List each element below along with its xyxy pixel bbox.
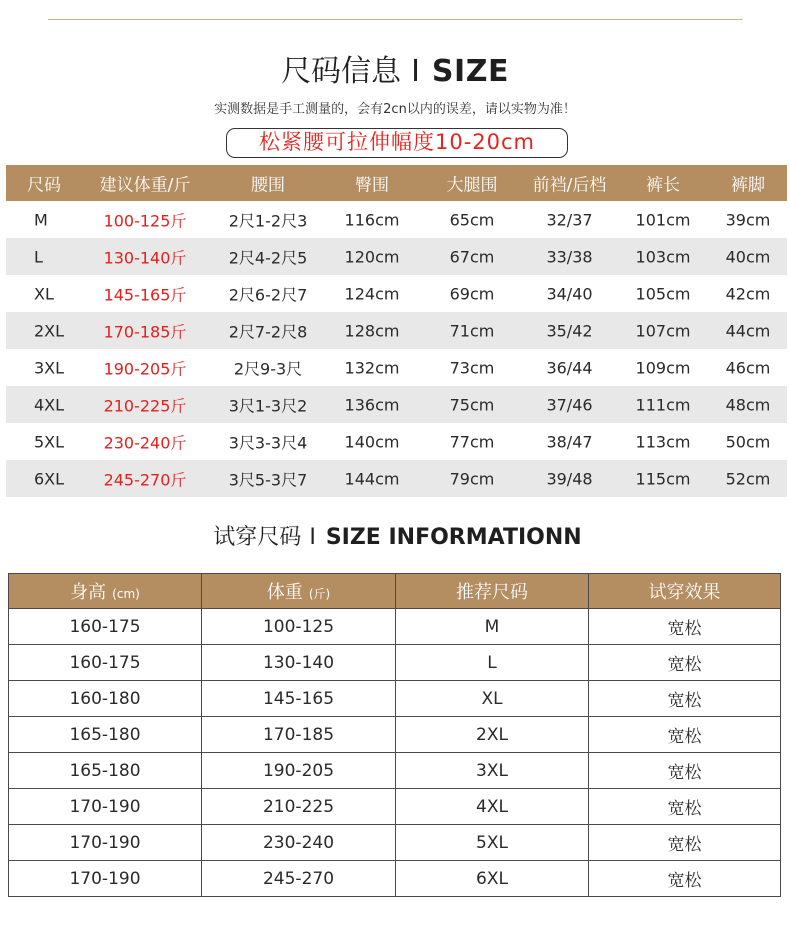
cell-hip: 120cm	[344, 247, 400, 266]
cell-hem: 52cm	[725, 469, 771, 488]
cell-height: 170-190	[9, 825, 202, 861]
cell-hip: 124cm	[344, 284, 400, 303]
table-row	[6, 312, 787, 349]
fit-table	[8, 573, 781, 897]
cell-size: 4XL	[34, 395, 65, 414]
cell-recommended-size: 3XL	[396, 753, 589, 789]
cell-body-weight: 100-125	[202, 609, 396, 645]
cell-fit-effect: 宽松	[589, 681, 781, 717]
cell-length: 107cm	[635, 321, 691, 340]
cell-thigh: 65cm	[449, 210, 495, 229]
fit-table-header	[9, 574, 781, 609]
header-cell-length: 裤长	[646, 175, 680, 196]
header-cell-body-weight: 体重 (斤)	[202, 574, 396, 609]
cell-hip: 136cm	[344, 395, 400, 414]
cell-length: 115cm	[635, 469, 691, 488]
cell-body-weight: 230-240	[202, 825, 396, 861]
fit-title-cn: 试穿尺码	[213, 525, 302, 550]
cell-rise: 34/40	[546, 284, 593, 303]
size-table-header	[6, 165, 787, 201]
fit-title-separator: I	[309, 525, 316, 550]
table-row	[9, 645, 781, 681]
cell-hem: 50cm	[725, 432, 771, 451]
header-cell-recommended-size: 推荐尺码	[396, 574, 589, 609]
cell-hip: 116cm	[344, 210, 400, 229]
table-row	[9, 789, 781, 825]
cell-height: 165-180	[9, 753, 202, 789]
cell-size: M	[34, 210, 48, 229]
cell-weight: 210-225斤	[103, 396, 187, 415]
cell-thigh: 69cm	[449, 284, 495, 303]
header-cell-hem: 裤脚	[731, 175, 765, 196]
table-row	[6, 423, 787, 460]
cell-hip: 132cm	[344, 358, 400, 377]
cell-length: 111cm	[635, 395, 691, 414]
cell-waist: 3尺5-3尺7	[228, 470, 308, 489]
cell-hem: 42cm	[725, 284, 771, 303]
cell-hem: 44cm	[725, 321, 771, 340]
cell-thigh: 77cm	[449, 432, 495, 451]
cell-size: 2XL	[34, 321, 65, 340]
cell-recommended-size: M	[396, 609, 589, 645]
cell-fit-effect: 宽松	[589, 789, 781, 825]
cell-size: 5XL	[34, 432, 65, 451]
size-table	[6, 165, 787, 497]
header-cell-hip: 臀围	[355, 175, 389, 196]
cell-body-weight: 190-205	[202, 753, 396, 789]
cell-rise: 33/38	[546, 247, 593, 266]
cell-thigh: 71cm	[449, 321, 495, 340]
cell-body-weight: 210-225	[202, 789, 396, 825]
header-cell-thigh: 大腿围	[446, 175, 498, 196]
cell-rise: 38/47	[546, 432, 593, 451]
top-divider	[48, 19, 743, 20]
table-row	[9, 609, 781, 645]
cell-weight: 145-165斤	[103, 285, 187, 304]
cell-body-weight: 145-165	[202, 681, 396, 717]
cell-weight: 190-205斤	[103, 359, 187, 378]
cell-length: 103cm	[635, 247, 691, 266]
cell-height: 160-175	[9, 609, 202, 645]
cell-size: XL	[34, 284, 54, 303]
size-title-cn: 尺码信息	[281, 54, 402, 89]
table-row	[9, 753, 781, 789]
cell-weight: 245-270斤	[103, 470, 187, 489]
cell-length: 105cm	[635, 284, 691, 303]
cell-rise: 36/44	[546, 358, 593, 377]
table-row	[6, 275, 787, 312]
cell-hip: 144cm	[344, 469, 400, 488]
cell-body-weight: 130-140	[202, 645, 396, 681]
cell-hem: 48cm	[725, 395, 771, 414]
cell-length: 109cm	[635, 358, 691, 377]
header-cell-height: 身高 (cm)	[9, 574, 202, 609]
cell-fit-effect: 宽松	[589, 717, 781, 753]
cell-height: 160-175	[9, 645, 202, 681]
cell-waist: 2尺4-2尺5	[228, 248, 308, 267]
cell-recommended-size: XL	[396, 681, 589, 717]
cell-recommended-size: 2XL	[396, 717, 589, 753]
table-row	[9, 681, 781, 717]
cell-hip: 140cm	[344, 432, 400, 451]
cell-weight: 130-140斤	[103, 248, 187, 267]
cell-thigh: 79cm	[449, 469, 495, 488]
cell-length: 101cm	[635, 210, 691, 229]
size-title-en: SIZE	[431, 54, 509, 89]
cell-weight: 100-125斤	[103, 211, 187, 230]
cell-rise: 32/37	[546, 210, 593, 229]
cell-rise: 39/48	[546, 469, 593, 488]
table-row	[9, 717, 781, 753]
cell-waist: 2尺9-3尺	[233, 359, 303, 378]
size-title-separator: I	[411, 54, 420, 89]
table-row	[6, 201, 787, 238]
cell-rise: 35/42	[546, 321, 593, 340]
cell-thigh: 67cm	[449, 247, 495, 266]
header-cell-size: 尺码	[27, 175, 61, 196]
cell-fit-effect: 宽松	[589, 825, 781, 861]
cell-recommended-size: 5XL	[396, 825, 589, 861]
cell-size: 3XL	[34, 358, 65, 377]
measurement-note: 实测数据是手工测量的，会有2cn以内的误差，请以实物为准！	[214, 102, 576, 117]
header-cell-fit-effect: 试穿效果	[589, 574, 781, 609]
cell-weight: 170-185斤	[103, 322, 187, 341]
cell-thigh: 75cm	[449, 395, 495, 414]
table-row	[6, 349, 787, 386]
fit-title-en: SIZE INFORMATIONN	[325, 525, 582, 550]
table-row	[9, 825, 781, 861]
cell-waist: 2尺7-2尺8	[228, 322, 308, 341]
cell-fit-effect: 宽松	[589, 753, 781, 789]
fit-table-body	[9, 609, 781, 897]
cell-fit-effect: 宽松	[589, 645, 781, 681]
stretch-badge: 松紧腰可拉伸幅度10-20cm	[226, 128, 568, 158]
cell-height: 170-190	[9, 789, 202, 825]
cell-hem: 39cm	[725, 210, 771, 229]
header-cell-weight: 建议体重/斤	[99, 175, 191, 196]
cell-fit-effect: 宽松	[589, 861, 781, 897]
cell-size: 6XL	[34, 469, 65, 488]
cell-waist: 2尺1-2尺3	[228, 211, 308, 230]
cell-height: 165-180	[9, 717, 202, 753]
cell-body-weight: 170-185	[202, 717, 396, 753]
cell-waist: 2尺6-2尺7	[228, 285, 308, 304]
cell-height: 160-180	[9, 681, 202, 717]
cell-hip: 128cm	[344, 321, 400, 340]
cell-body-weight: 245-270	[202, 861, 396, 897]
header-cell-waist: 腰围	[251, 175, 285, 196]
cell-waist: 3尺1-3尺2	[228, 396, 308, 415]
table-row	[6, 238, 787, 275]
size-table-body	[6, 201, 787, 497]
table-row	[6, 460, 787, 497]
cell-thigh: 73cm	[449, 358, 495, 377]
cell-hem: 40cm	[725, 247, 771, 266]
cell-fit-effect: 宽松	[589, 609, 781, 645]
fit-section-title	[0, 522, 790, 554]
table-row	[6, 386, 787, 423]
table-row	[9, 861, 781, 897]
cell-recommended-size: 6XL	[396, 861, 589, 897]
cell-size: L	[34, 247, 43, 266]
cell-recommended-size: 4XL	[396, 789, 589, 825]
cell-hem: 46cm	[725, 358, 771, 377]
cell-height: 170-190	[9, 861, 202, 897]
cell-rise: 37/46	[546, 395, 593, 414]
size-section-title	[0, 52, 790, 92]
cell-waist: 3尺3-3尺4	[228, 433, 308, 452]
cell-weight: 230-240斤	[103, 433, 187, 452]
cell-length: 113cm	[635, 432, 691, 451]
cell-recommended-size: L	[396, 645, 589, 681]
header-cell-rise: 前裆/后档	[532, 175, 607, 196]
